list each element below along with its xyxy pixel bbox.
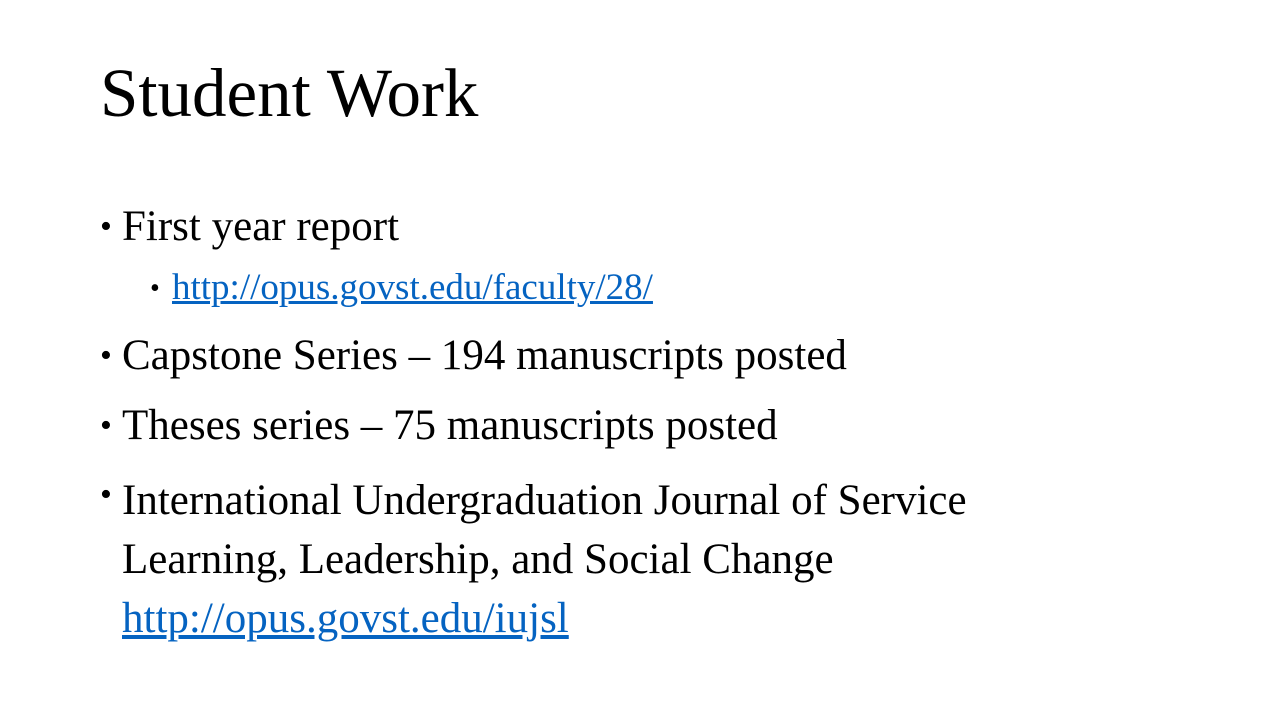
bullet-dot: • bbox=[100, 337, 112, 374]
bullet-text-block bbox=[122, 471, 1202, 648]
bullet-theses-series bbox=[100, 402, 1200, 452]
bullet-text-line: Learning, Leadership, and Social Change bbox=[122, 536, 834, 583]
bullet-first-year-report bbox=[100, 203, 1200, 253]
bullet-text: Theses series – 75 manuscripts posted bbox=[122, 402, 778, 449]
sub-bullet-faculty-link bbox=[150, 268, 1150, 312]
bullet-text-line: International Undergraduation Journal of Service bbox=[122, 477, 967, 524]
bullet-iujsl-journal bbox=[100, 471, 1250, 651]
bullet-text: First year report bbox=[122, 203, 400, 250]
bullet-dot: • bbox=[100, 208, 112, 245]
slide-title: Student Work bbox=[100, 55, 479, 131]
faculty-report-link[interactable]: http://opus.govst.edu/faculty/28/ bbox=[172, 267, 653, 308]
bullet-dot: • bbox=[100, 476, 112, 513]
iujsl-link[interactable]: http://opus.govst.edu/iujsl bbox=[122, 595, 569, 642]
bullet-capstone-series bbox=[100, 332, 1200, 382]
bullet-text: Capstone Series – 194 manuscripts posted bbox=[122, 332, 847, 379]
sub-bullet-dot: • bbox=[150, 273, 160, 304]
bullet-dot: • bbox=[100, 407, 112, 444]
